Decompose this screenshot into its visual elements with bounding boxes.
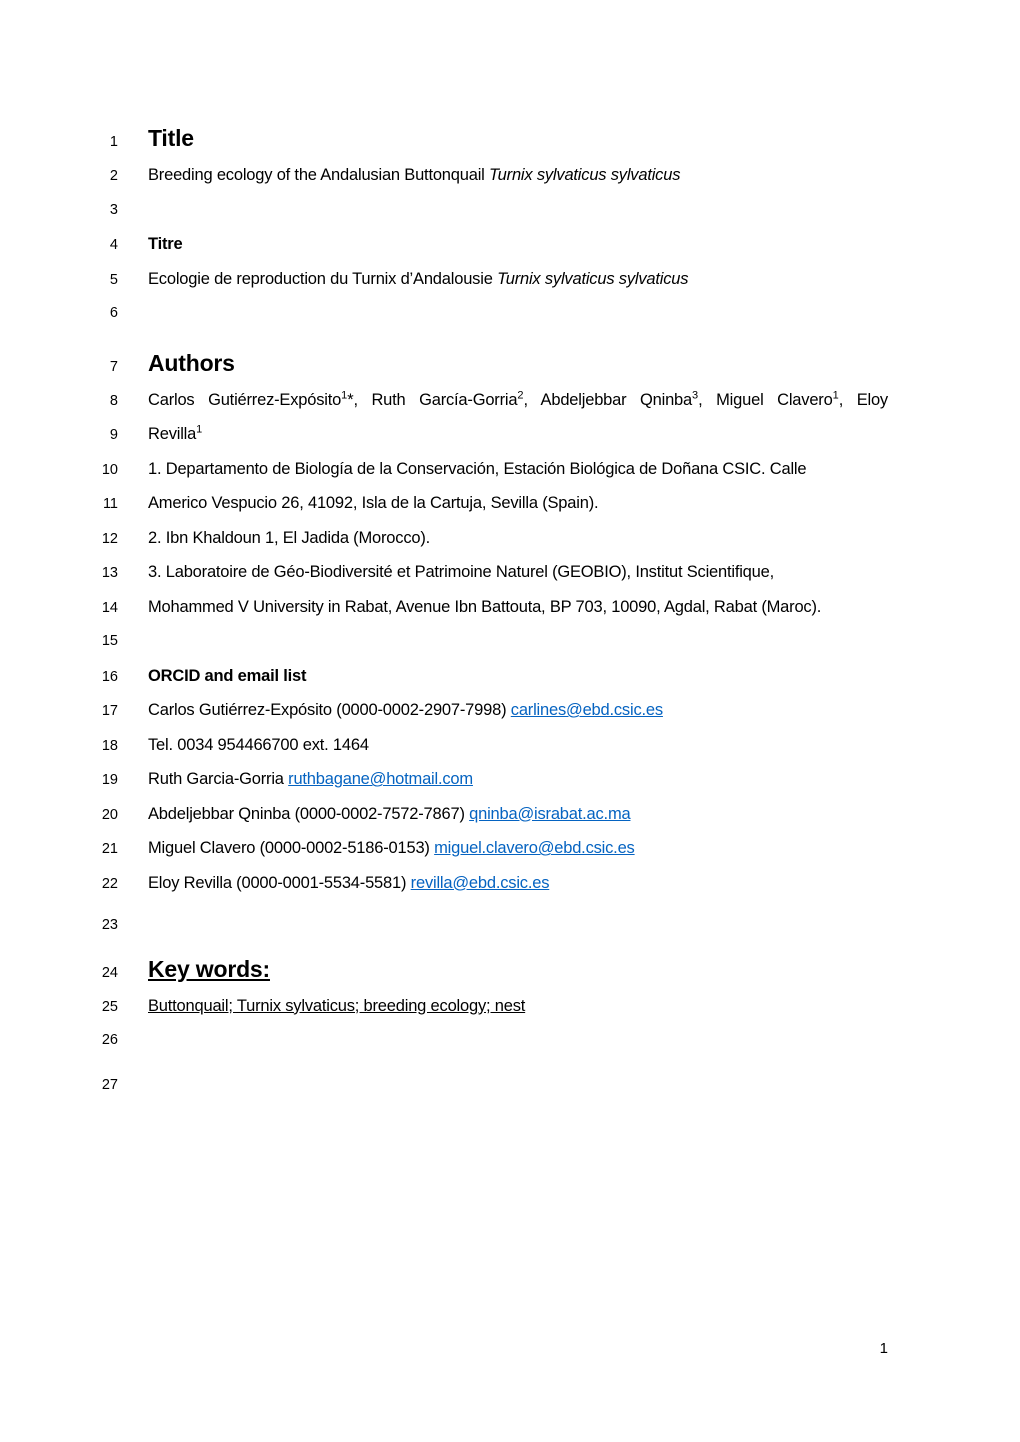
telephone-line: Tel. 0034 954466700 ext. 1464 <box>148 735 369 754</box>
line-number: 25 <box>101 998 118 1015</box>
authors-line-2 <box>148 417 888 452</box>
line-number: 3 <box>109 201 118 218</box>
line-number: 24 <box>101 964 118 981</box>
line-row-24 <box>0 949 1020 989</box>
affiliation-3-line-1: 3. Laboratoire de Géo-Biodiversité et Patrimoine Naturel (GEOBIO), Institut Scientifique, <box>148 563 774 581</box>
author-name-3: Abdeljebbar Qninba <box>540 390 693 409</box>
orcid-entry-eloy <box>148 866 888 901</box>
line-row-27 <box>0 1068 1020 1103</box>
author-name-5-last: Revilla <box>148 425 197 443</box>
titre-label: Titre <box>148 235 183 253</box>
line-number: 9 <box>109 427 118 443</box>
line-row-26 <box>0 1023 1020 1058</box>
line-number: 17 <box>101 703 118 719</box>
line-number: 18 <box>101 737 118 754</box>
line-row-19 <box>0 762 1020 797</box>
orcid-entry-miguel-text: Miguel Clavero (0000-0002-5186-0153) <box>148 839 435 857</box>
line-row-23 <box>0 908 1020 943</box>
orcid-entry-abdeljebbar <box>148 797 888 832</box>
line-row-6 <box>0 296 1020 331</box>
line-row-18 <box>0 728 1020 763</box>
line-row-8 <box>0 383 1020 418</box>
keywords-list: Buttonquail; Turnix sylvaticus; breeding ecology; nest <box>148 996 526 1015</box>
orcid-entry-abdeljebbar-text: Abdeljebbar Qninba (0000-0002-7572-7867) <box>148 804 470 823</box>
line-row-17 <box>0 693 1020 728</box>
affiliation-sup-1: 1 <box>341 389 348 401</box>
affiliation-2: 2. Ibn Khaldoun 1, El Jadida (Morocco). <box>148 528 431 547</box>
line-number: 10 <box>101 461 118 478</box>
line-row-16 <box>0 659 1020 694</box>
line-row-5 <box>0 262 1020 297</box>
email-link-carlos[interactable]: carlines@ebd.csic.es <box>510 701 663 719</box>
authors-line-1 <box>148 383 888 418</box>
affiliation-sup-4: 1 <box>832 389 839 401</box>
affiliation-3-line-2: Mohammed V University in Rabat, Avenue Ibn Battouta, BP 703, 10090, Agdal, Rabat (Maroc). <box>148 597 822 616</box>
title-species-name: Turnix sylvaticus sylvaticus <box>489 166 681 184</box>
line-row-25 <box>0 989 1020 1024</box>
affiliation-sup-3: 3 <box>692 389 699 401</box>
email-link-ruth[interactable]: ruthbagane@hotmail.com <box>288 770 473 788</box>
line-number: 22 <box>101 875 118 892</box>
line-number: 15 <box>101 633 118 649</box>
line-number: 20 <box>101 806 118 823</box>
orcid-email-heading: ORCID and email list <box>148 666 307 685</box>
line-number: 7 <box>109 358 118 375</box>
affiliation-1-line-2: Americo Vespucio 26, 41092, Isla de la Cartuja, Sevilla (Spain). <box>148 494 599 512</box>
line-number: 16 <box>101 668 118 685</box>
author-name-4: Miguel Clavero <box>716 390 833 409</box>
orcid-entry-ruth-text: Ruth Garcia-Gorria <box>148 770 289 788</box>
line-number: 8 <box>109 392 118 409</box>
orcid-entry-eloy-text: Eloy Revilla (0000-0001-5534-5581) <box>148 873 411 892</box>
email-link-miguel[interactable]: miguel.clavero@ebd.csic.es <box>434 839 635 857</box>
line-row-15 <box>0 624 1020 659</box>
affiliation-1-line-1: 1. Departamento de Biología de la Conservación, Estación Biológica de Doñana CSIC. Calle <box>148 459 807 478</box>
line-number: 21 <box>101 841 118 857</box>
line-row-3 <box>0 193 1020 228</box>
author-name-5-first: Eloy <box>856 390 888 409</box>
line-row-21 <box>0 831 1020 866</box>
line-number: 14 <box>101 599 118 616</box>
line-number: 13 <box>101 565 118 581</box>
affiliation-sup-5: 1 <box>196 423 203 436</box>
keywords-heading: Key words: <box>148 955 270 982</box>
line-row-14 <box>0 590 1020 625</box>
line-row-22 <box>0 866 1020 901</box>
line-row-9 <box>0 417 1020 452</box>
title-english-line <box>148 158 888 193</box>
line-row-12 <box>0 521 1020 556</box>
author-name-1: Carlos Gutiérrez-Expósito <box>148 390 342 409</box>
title-english-text: Breeding ecology of the Andalusian Buttonquail <box>148 166 490 184</box>
orcid-entry-carlos <box>148 693 888 728</box>
orcid-entry-ruth <box>148 762 888 797</box>
orcid-entry-miguel <box>148 831 888 866</box>
authors-heading: Authors <box>148 349 235 376</box>
line-row-7 <box>0 343 1020 383</box>
titre-french-text: Ecologie de reproduction du Turnix d’Andalousie <box>148 269 498 288</box>
line-number: 4 <box>109 237 118 253</box>
author-separator: *, <box>347 390 372 409</box>
line-row-4 <box>0 227 1020 262</box>
author-name-2: Ruth García-Gorria <box>371 390 518 409</box>
line-row-13 <box>0 555 1020 590</box>
line-number: 11 <box>102 496 118 512</box>
line-number: 2 <box>109 168 118 184</box>
line-number: 1 <box>109 134 118 150</box>
author-separator: , <box>838 390 857 409</box>
line-row-20 <box>0 797 1020 832</box>
line-row-1 <box>0 118 1020 158</box>
page-number: 1 <box>879 1340 888 1357</box>
titre-species-name: Turnix sylvaticus sylvaticus <box>497 269 689 288</box>
email-link-eloy[interactable]: revilla@ebd.csic.es <box>410 873 550 892</box>
email-link-abdeljebbar[interactable]: qninba@israbat.ac.ma <box>469 804 631 823</box>
line-number: 23 <box>101 917 118 933</box>
line-row-2 <box>0 158 1020 193</box>
line-number: 27 <box>101 1076 118 1093</box>
orcid-entry-carlos-text: Carlos Gutiérrez-Expósito (0000-0002-2907-7998) <box>148 701 511 719</box>
affiliation-sup-2: 2 <box>517 389 524 401</box>
line-number: 12 <box>101 530 118 547</box>
author-separator: , <box>523 390 541 409</box>
line-number: 6 <box>109 305 118 321</box>
author-separator: , <box>698 390 717 409</box>
line-number: 26 <box>101 1032 118 1048</box>
line-number: 19 <box>101 772 118 788</box>
line-row-10 <box>0 452 1020 487</box>
title-heading: Title <box>148 125 194 151</box>
line-row-11 <box>0 486 1020 521</box>
line-number: 5 <box>109 271 118 288</box>
titre-french-line <box>148 262 888 297</box>
